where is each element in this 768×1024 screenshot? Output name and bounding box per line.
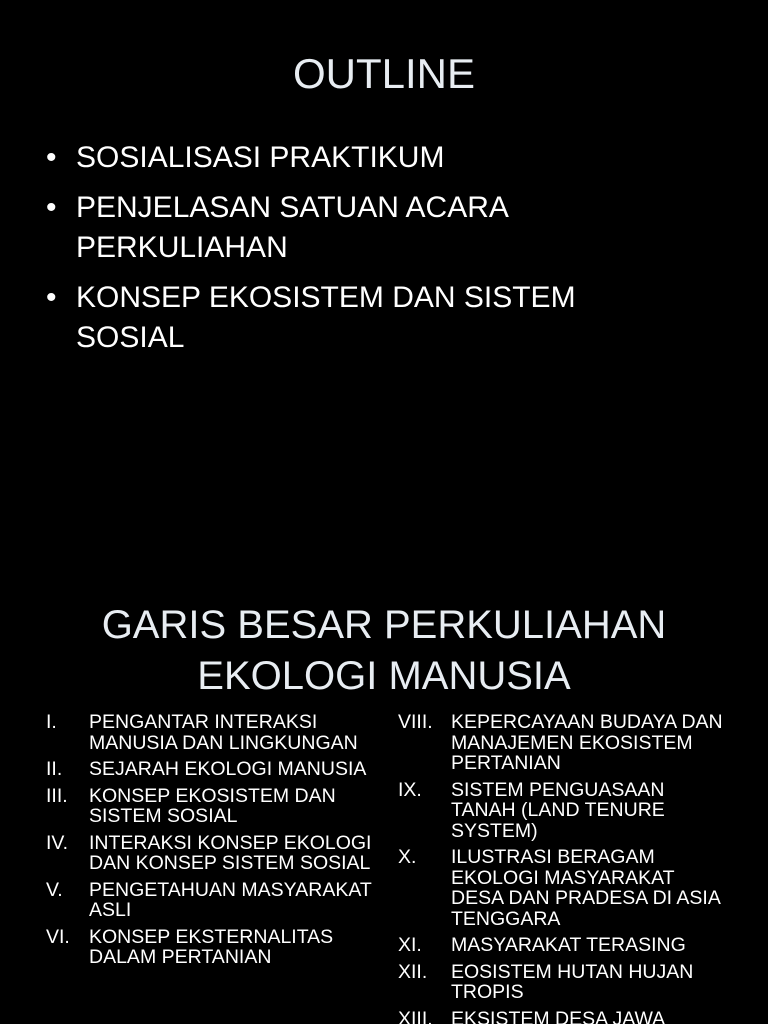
bullet-item: [46, 278, 686, 358]
item-number: X.: [398, 846, 417, 868]
item-number: V.: [46, 878, 63, 901]
outline-item: [398, 847, 728, 929]
item-text: MASYARAKAT TERASING: [451, 934, 686, 956]
item-number: IV.: [46, 831, 69, 854]
slide-course-outline: [0, 576, 768, 1024]
item-text: SISTEM PENGUASAAN TANAH (LAND TENURE SYSTEM): [451, 778, 665, 842]
slide-title-line1: GARIS BESAR PERKULIAHAN: [101, 603, 667, 647]
slide-title-line2: EKOLOGI MANUSIA: [197, 654, 571, 698]
outline-right-column: [398, 712, 728, 1024]
outline-item: [46, 927, 376, 968]
outline-item: [46, 786, 376, 827]
bullet-icon: •: [46, 141, 57, 174]
item-number: II.: [46, 758, 63, 780]
item-text: EKSISTEM DESA JAWA: [451, 1007, 666, 1024]
bullet-item: [46, 138, 686, 178]
bullet-text: PENJELASAN SATUAN ACARA PERKULIAHAN: [76, 191, 508, 264]
item-number: XIII.: [398, 1007, 433, 1024]
slide-title: [0, 600, 768, 702]
item-text: KONSEP EKOSISTEM DAN SISTEM SOSIAL: [89, 784, 336, 827]
item-number: XI.: [398, 934, 422, 956]
item-number: I.: [46, 711, 57, 733]
outline-item: [398, 712, 728, 774]
bullet-icon: •: [46, 191, 57, 224]
item-text: PENGETAHUAN MASYARAKAT ASLI: [89, 878, 372, 921]
bullet-list: [46, 138, 686, 368]
bullet-text: SOSIALISASI PRAKTIKUM: [76, 141, 445, 174]
item-text: ILUSTRASI BERAGAM EKOLOGI MASYARAKAT DESA DAN PRADESA DI ASIA TENGGARA: [451, 846, 720, 930]
item-number: VI.: [46, 925, 70, 948]
outline-item: [398, 1009, 728, 1024]
outline-item: [46, 712, 376, 753]
bullet-text: KONSEP EKOSISTEM DAN SISTEM SOSIAL: [76, 281, 576, 354]
slide-title: OUTLINE: [292, 50, 476, 97]
outline-left-column: [46, 712, 376, 974]
bullet-icon: •: [46, 281, 57, 314]
item-number: III.: [46, 784, 68, 807]
outline-item: [398, 962, 728, 1003]
outline-item: [398, 935, 728, 956]
item-text: SEJARAH EKOLOGI MANUSIA: [89, 758, 367, 780]
item-text: EOSISTEM HUTAN HUJAN TROPIS: [451, 960, 694, 1003]
outline-item: [398, 780, 728, 842]
item-number: IX.: [398, 778, 422, 801]
bullet-item: [46, 188, 686, 268]
item-text: KEPERCAYAAN BUDAYA DAN MANAJEMEN EKOSISTEM PERTANIAN: [451, 711, 723, 774]
outline-item: [46, 759, 376, 780]
item-text: PENGANTAR INTERAKSI MANUSIA DAN LINGKUNGAN: [89, 711, 358, 754]
item-text: INTERAKSI KONSEP EKOLOGI DAN KONSEP SISTEM SOSIAL: [89, 831, 372, 874]
outline-item: [46, 833, 376, 874]
item-number: XII.: [398, 960, 428, 983]
outline-item: [46, 880, 376, 921]
item-number: VIII.: [398, 711, 433, 733]
item-text: KONSEP EKSTERNALITAS DALAM PERTANIAN: [89, 925, 334, 968]
